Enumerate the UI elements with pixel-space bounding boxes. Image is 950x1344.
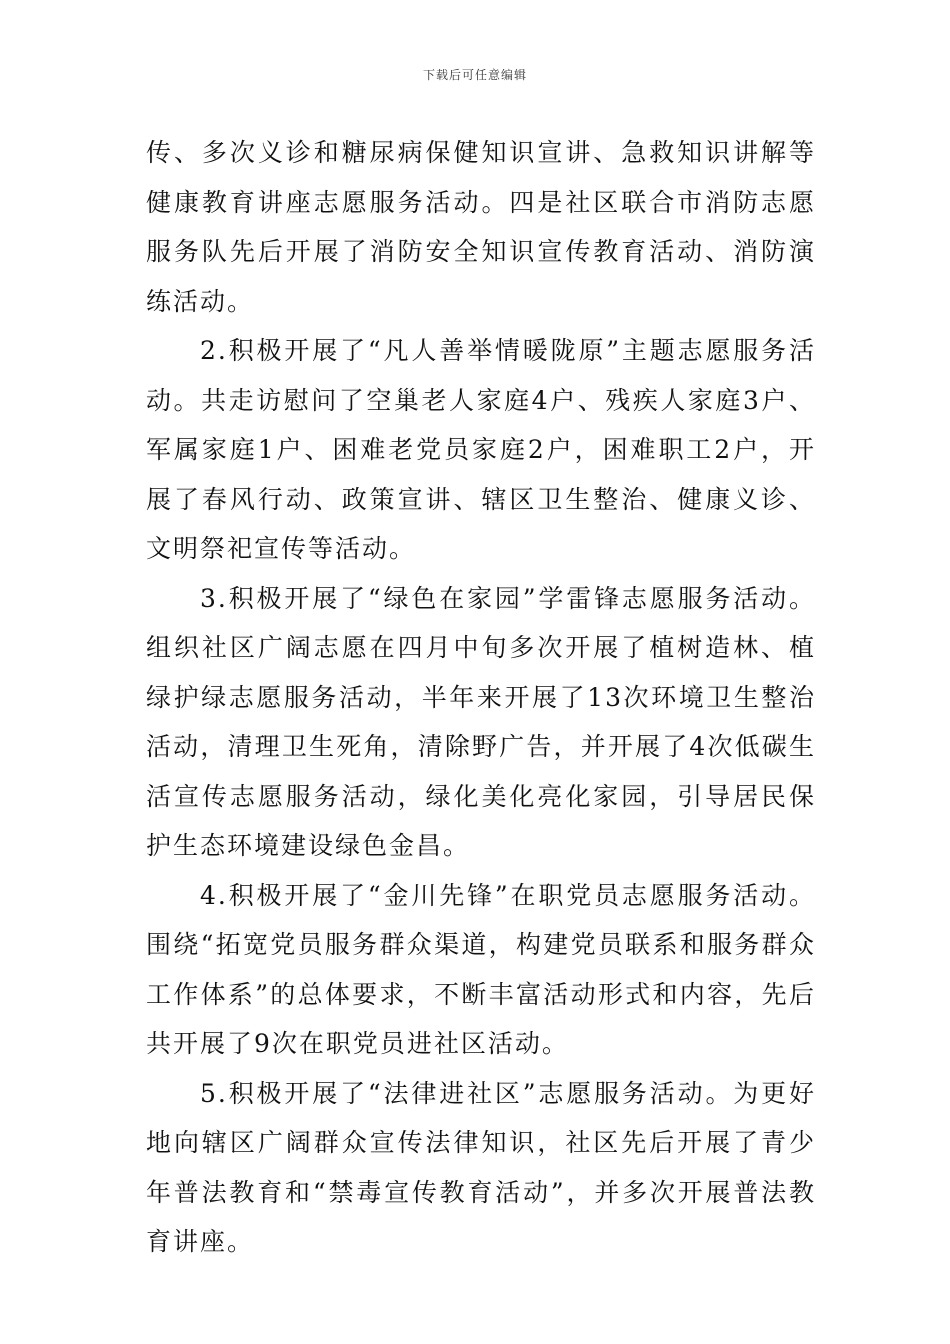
paragraph-item-5: 5.积极开展了“法律进社区”志愿服务活动。为更好地向辖区广阔群众宣传法律知识，社区先后开展了青少年普法教育和“禁毒宣传教育活动”，并多次开展普法教育讲座。: [146, 1078, 816, 1256]
paragraph-item-4: 4.积极开展了“金川先锋”在职党员志愿服务活动。围绕“拓宽党员服务群众渠道，构建党员联系和服务群众工作体系”的总体要求，不断丰富活动形式和内容，先后共开展了9次在职党员进社区活动。: [146, 880, 816, 1058]
paragraph-item-3: 3.积极开展了“绿色在家园”学雷锋志愿服务活动。组织社区广阔志愿在四月中旬多次开展了植树造林、植绿护绿志愿服务活动，半年来开展了13次环境卫生整治活动，清理卫生死角，清除野广告，并开展了4次低碳生活宣传志愿服务活动，绿化美化亮化家园，引导居民保护生态环境建设绿色金昌。: [146, 583, 816, 860]
header-note: 下载后可任意编辑: [422, 68, 527, 82]
document-body: [146, 128, 816, 1267]
paragraph-item-2: 2.积极开展了“凡人善举情暖陇原”主题志愿服务活动。共走访慰问了空巢老人家庭4户、残疾人家庭3户、军属家庭1户、困难老党员家庭2户，困难职工2户，开展了春风行动、政策宣讲、辖区卫生整治、健康义诊、文明祭祀宣传等活动。: [146, 336, 816, 563]
paragraph-continuation: 传、多次义诊和糖尿病保健知识宣讲、急救知识讲解等健康教育讲座志愿服务活动。四是社区联合市消防志愿服务队先后开展了消防安全知识宣传教育活动、消防演练活动。: [146, 138, 816, 316]
